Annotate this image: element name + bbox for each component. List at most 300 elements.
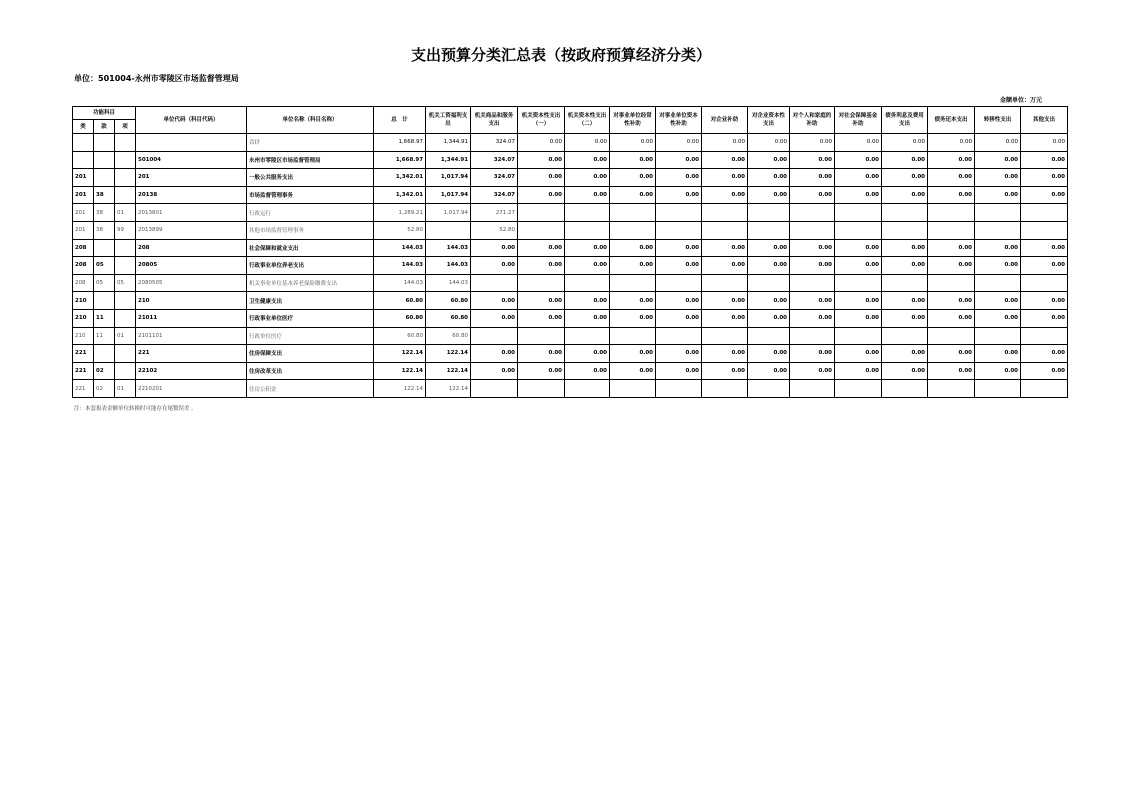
cell-value: 0.00: [702, 309, 748, 327]
cell-value: 0.00: [928, 134, 975, 152]
cell-value: [471, 327, 518, 345]
cell-kuan: 05: [94, 274, 115, 292]
cell-value: 0.00: [656, 362, 702, 380]
cell-value: 0.00: [702, 134, 748, 152]
cell-value: 0.00: [565, 239, 610, 257]
cell-value: 0.00: [748, 362, 790, 380]
cell-value: [790, 204, 835, 222]
cell-value: 1,344.91: [426, 134, 471, 152]
cell-value: 0.00: [928, 292, 975, 310]
cell-code: 201: [136, 169, 247, 187]
cell-value: 0.00: [518, 362, 565, 380]
cell-value: 122.14: [426, 362, 471, 380]
cell-value: [1021, 221, 1068, 239]
cell-value: 0.00: [610, 292, 656, 310]
cell-value: 0.00: [1021, 257, 1068, 275]
cell-value: 0.00: [1021, 309, 1068, 327]
cell-value: [882, 204, 928, 222]
cell-value: 0.00: [835, 169, 882, 187]
cell-xiang: 01: [115, 327, 136, 345]
header-xiang: 项: [115, 120, 136, 134]
cell-value: [790, 221, 835, 239]
cell-value: 0.00: [656, 292, 702, 310]
cell-total: 60.80: [374, 327, 426, 345]
cell-value: 0.00: [656, 186, 702, 204]
cell-value: 0.00: [882, 186, 928, 204]
cell-name: 行政事业单位养老支出: [247, 257, 374, 275]
cell-value: 122.14: [426, 380, 471, 398]
cell-value: 0.00: [565, 309, 610, 327]
cell-kuan: [94, 169, 115, 187]
cell-value: 0.00: [835, 362, 882, 380]
cell-value: 0.00: [882, 169, 928, 187]
cell-xiang: 01: [115, 380, 136, 398]
cell-code: 2210201: [136, 380, 247, 398]
cell-value: 324.07: [471, 186, 518, 204]
cell-value: 0.00: [975, 169, 1021, 187]
header-col: 对社会保障基金补助: [835, 107, 882, 134]
cell-value: 0.00: [835, 134, 882, 152]
table-row: [73, 380, 1068, 398]
cell-xiang: [115, 309, 136, 327]
cell-xiang: 05: [115, 274, 136, 292]
cell-value: [882, 274, 928, 292]
cell-value: 0.00: [518, 345, 565, 363]
cell-name: 其他市场监督管理事务: [247, 221, 374, 239]
cell-value: 0.00: [790, 309, 835, 327]
cell-xiang: [115, 186, 136, 204]
cell-value: 0.00: [790, 257, 835, 275]
cell-xiang: [115, 257, 136, 275]
cell-value: 60.80: [426, 327, 471, 345]
cell-total: 1,342.01: [374, 186, 426, 204]
cell-value: 0.00: [702, 345, 748, 363]
cell-value: 0.00: [975, 362, 1021, 380]
cell-lei: 201: [73, 186, 94, 204]
cell-value: 0.00: [1021, 134, 1068, 152]
cell-value: [565, 327, 610, 345]
cell-total: 144.03: [374, 257, 426, 275]
cell-value: [1021, 327, 1068, 345]
cell-name: 市场监督管理事务: [247, 186, 374, 204]
cell-lei: 201: [73, 221, 94, 239]
table-body: [73, 134, 1068, 398]
header-func-subject: 功能科目: [73, 107, 136, 120]
cell-value: 0.00: [565, 169, 610, 187]
cell-value: 0.00: [656, 257, 702, 275]
cell-value: [1021, 274, 1068, 292]
cell-value: [610, 380, 656, 398]
cell-value: [565, 380, 610, 398]
cell-value: 0.00: [1021, 169, 1068, 187]
cell-value: [928, 327, 975, 345]
money-unit-label: 金额单位：万元: [1000, 97, 1043, 104]
cell-value: 52.80: [471, 221, 518, 239]
cell-value: 271.27: [471, 204, 518, 222]
cell-value: 0.00: [975, 292, 1021, 310]
cell-lei: 221: [73, 380, 94, 398]
table-row: [73, 169, 1068, 187]
cell-value: [518, 274, 565, 292]
header-col: 对企业补助: [702, 107, 748, 134]
cell-value: [748, 380, 790, 398]
cell-lei: 201: [73, 169, 94, 187]
cell-value: 0.00: [610, 134, 656, 152]
cell-value: 0.00: [565, 292, 610, 310]
cell-lei: 210: [73, 327, 94, 345]
cell-value: 0.00: [471, 257, 518, 275]
cell-name: 社会保障和就业支出: [247, 239, 374, 257]
cell-total: 1,668.97: [374, 134, 426, 152]
table-row: [73, 221, 1068, 239]
cell-value: 0.00: [975, 151, 1021, 169]
cell-value: 0.00: [610, 345, 656, 363]
cell-value: [565, 204, 610, 222]
cell-value: 324.07: [471, 169, 518, 187]
cell-value: 0.00: [471, 309, 518, 327]
cell-total: 144.03: [374, 274, 426, 292]
footnote: 注：本套报表金额单位转换时可能存在尾数误差 。: [74, 406, 197, 412]
header-lei: 类: [73, 120, 94, 134]
cell-kuan: 11: [94, 327, 115, 345]
cell-value: 0.00: [610, 151, 656, 169]
cell-value: 0.00: [702, 186, 748, 204]
cell-value: 0.00: [518, 186, 565, 204]
cell-value: [835, 274, 882, 292]
cell-value: 0.00: [610, 169, 656, 187]
cell-value: [748, 204, 790, 222]
cell-value: 0.00: [518, 309, 565, 327]
cell-xiang: [115, 151, 136, 169]
cell-value: 0.00: [928, 186, 975, 204]
cell-value: 0.00: [975, 239, 1021, 257]
cell-total: 52.80: [374, 221, 426, 239]
cell-value: 0.00: [928, 151, 975, 169]
cell-total: 60.80: [374, 292, 426, 310]
cell-value: 0.00: [702, 239, 748, 257]
cell-kuan: [94, 292, 115, 310]
cell-name: 机关事业单位基本养老保险缴费支出: [247, 274, 374, 292]
cell-value: 324.07: [471, 134, 518, 152]
cell-value: 0.00: [518, 257, 565, 275]
cell-lei: 208: [73, 274, 94, 292]
cell-value: 0.00: [790, 362, 835, 380]
cell-value: 0.00: [656, 151, 702, 169]
cell-lei: [73, 151, 94, 169]
cell-value: [975, 380, 1021, 398]
header-col: 其他支出: [1021, 107, 1068, 134]
cell-value: 0.00: [882, 257, 928, 275]
cell-code: 221: [136, 345, 247, 363]
cell-code: 2013899: [136, 221, 247, 239]
cell-value: [702, 327, 748, 345]
cell-lei: 210: [73, 309, 94, 327]
cell-value: 0.00: [748, 186, 790, 204]
cell-value: 0.00: [835, 186, 882, 204]
cell-value: [656, 327, 702, 345]
header-unit-code: 单位代码（科目代码）: [136, 107, 247, 134]
cell-lei: 208: [73, 257, 94, 275]
table-row: [73, 292, 1068, 310]
cell-xiang: 99: [115, 221, 136, 239]
cell-value: [835, 221, 882, 239]
cell-value: 0.00: [790, 292, 835, 310]
cell-value: 0.00: [790, 134, 835, 152]
cell-value: 0.00: [975, 134, 1021, 152]
cell-value: [471, 274, 518, 292]
cell-value: 0.00: [565, 257, 610, 275]
cell-value: [702, 274, 748, 292]
cell-value: [1021, 380, 1068, 398]
cell-value: [471, 380, 518, 398]
cell-value: 0.00: [748, 169, 790, 187]
cell-value: 0.00: [975, 186, 1021, 204]
cell-value: 0.00: [1021, 186, 1068, 204]
header-unit-name: 单位名称（科目名称）: [247, 107, 374, 134]
cell-value: [656, 221, 702, 239]
cell-value: [790, 274, 835, 292]
cell-value: 0.00: [471, 292, 518, 310]
table-row: [73, 239, 1068, 257]
cell-value: [928, 221, 975, 239]
cell-value: 0.00: [882, 292, 928, 310]
cell-kuan: 38: [94, 186, 115, 204]
header-col: 机关资本性支出（一）: [518, 107, 565, 134]
cell-kuan: 02: [94, 362, 115, 380]
cell-value: [610, 327, 656, 345]
cell-value: [518, 204, 565, 222]
cell-value: 0.00: [565, 186, 610, 204]
cell-value: 0.00: [882, 362, 928, 380]
table-row: [73, 362, 1068, 380]
cell-lei: [73, 134, 94, 152]
cell-value: 0.00: [835, 309, 882, 327]
cell-kuan: [94, 345, 115, 363]
cell-value: 0.00: [656, 345, 702, 363]
cell-xiang: 01: [115, 204, 136, 222]
cell-value: 0.00: [565, 151, 610, 169]
cell-value: [518, 327, 565, 345]
table-row: [73, 186, 1068, 204]
cell-code: 2013801: [136, 204, 247, 222]
cell-value: 1,017.94: [426, 204, 471, 222]
cell-value: [748, 221, 790, 239]
cell-code: 501004: [136, 151, 247, 169]
cell-value: [1021, 204, 1068, 222]
cell-value: 0.00: [928, 169, 975, 187]
cell-value: [702, 380, 748, 398]
header-total: 总 计: [374, 107, 426, 134]
cell-value: 0.00: [835, 151, 882, 169]
cell-value: 0.00: [518, 292, 565, 310]
cell-value: [835, 327, 882, 345]
cell-code: 20138: [136, 186, 247, 204]
cell-value: 0.00: [610, 239, 656, 257]
cell-value: 0.00: [610, 362, 656, 380]
header-kuan: 款: [94, 120, 115, 134]
cell-value: [882, 221, 928, 239]
cell-total: 1,342.01: [374, 169, 426, 187]
cell-kuan: 11: [94, 309, 115, 327]
cell-value: [702, 204, 748, 222]
cell-value: [565, 221, 610, 239]
cell-value: 0.00: [610, 309, 656, 327]
cell-name: 合计: [247, 134, 374, 152]
cell-value: 0.00: [928, 345, 975, 363]
page-title: 支出预算分类汇总表（按政府预算经济分类）: [410, 46, 711, 64]
table-row: [73, 134, 1068, 152]
header-col: 机关工资福利支出: [426, 107, 471, 134]
cell-value: 0.00: [975, 257, 1021, 275]
cell-total: 144.03: [374, 239, 426, 257]
cell-xiang: [115, 345, 136, 363]
cell-value: [518, 221, 565, 239]
cell-value: 0.00: [702, 362, 748, 380]
cell-code: 22102: [136, 362, 247, 380]
cell-lei: 210: [73, 292, 94, 310]
cell-value: 122.14: [426, 345, 471, 363]
cell-value: 0.00: [518, 134, 565, 152]
cell-value: 0.00: [748, 134, 790, 152]
cell-value: 0.00: [928, 309, 975, 327]
cell-value: 0.00: [748, 345, 790, 363]
cell-lei: 201: [73, 204, 94, 222]
cell-value: 0.00: [610, 257, 656, 275]
cell-lei: 221: [73, 345, 94, 363]
cell-kuan: 38: [94, 221, 115, 239]
cell-value: 0.00: [565, 362, 610, 380]
cell-value: [928, 204, 975, 222]
cell-value: [610, 274, 656, 292]
cell-value: [882, 380, 928, 398]
cell-kuan: [94, 239, 115, 257]
cell-value: [656, 380, 702, 398]
header-col: 债务还本支出: [928, 107, 975, 134]
header-col: 对事业单位资本性补助: [656, 107, 702, 134]
cell-value: 0.00: [748, 309, 790, 327]
cell-value: 0.00: [1021, 345, 1068, 363]
table-row: [73, 345, 1068, 363]
cell-value: 0.00: [790, 169, 835, 187]
cell-xiang: [115, 134, 136, 152]
header-col: 机关资本性支出（二）: [565, 107, 610, 134]
cell-value: 0.00: [702, 169, 748, 187]
cell-value: [975, 327, 1021, 345]
cell-value: 0.00: [565, 345, 610, 363]
cell-value: 0.00: [882, 345, 928, 363]
cell-value: [565, 274, 610, 292]
cell-value: [610, 221, 656, 239]
cell-value: 324.07: [471, 151, 518, 169]
cell-value: [882, 327, 928, 345]
cell-name: 住房改革支出: [247, 362, 374, 380]
cell-value: 0.00: [790, 186, 835, 204]
cell-name: 住房保障支出: [247, 345, 374, 363]
cell-value: [835, 204, 882, 222]
cell-total: 122.14: [374, 380, 426, 398]
cell-value: 0.00: [518, 169, 565, 187]
cell-lei: 208: [73, 239, 94, 257]
cell-value: [928, 274, 975, 292]
cell-value: 0.00: [790, 345, 835, 363]
cell-value: 1,017.94: [426, 186, 471, 204]
cell-value: 0.00: [1021, 151, 1068, 169]
cell-value: [928, 380, 975, 398]
header-col: 机关商品和服务支出: [471, 107, 518, 134]
cell-value: 0.00: [702, 151, 748, 169]
cell-name: 行政事业单位医疗: [247, 309, 374, 327]
cell-value: 0.00: [790, 239, 835, 257]
cell-kuan: 05: [94, 257, 115, 275]
header-col: 对企业资本性支出: [748, 107, 790, 134]
cell-code: 2101101: [136, 327, 247, 345]
cell-value: 0.00: [790, 151, 835, 169]
cell-value: 0.00: [835, 345, 882, 363]
cell-value: 0.00: [656, 309, 702, 327]
cell-kuan: [94, 134, 115, 152]
cell-xiang: [115, 362, 136, 380]
cell-kuan: [94, 151, 115, 169]
header-col: 债务利息及费用支出: [882, 107, 928, 134]
cell-value: 0.00: [748, 292, 790, 310]
cell-code: 21011: [136, 309, 247, 327]
cell-value: 0.00: [471, 345, 518, 363]
cell-value: 1,344.91: [426, 151, 471, 169]
cell-value: 0.00: [882, 151, 928, 169]
cell-total: 60.80: [374, 309, 426, 327]
cell-value: 0.00: [975, 345, 1021, 363]
cell-kuan: 02: [94, 380, 115, 398]
cell-name: 住房公积金: [247, 380, 374, 398]
cell-value: 0.00: [748, 151, 790, 169]
cell-total: 122.14: [374, 362, 426, 380]
cell-value: [702, 221, 748, 239]
cell-value: 60.80: [426, 292, 471, 310]
cell-value: [748, 274, 790, 292]
cell-value: [975, 204, 1021, 222]
cell-value: 0.00: [471, 362, 518, 380]
cell-code: 20805: [136, 257, 247, 275]
budget-table: [72, 106, 1068, 398]
cell-value: 0.00: [702, 292, 748, 310]
cell-kuan: 38: [94, 204, 115, 222]
cell-value: 0.00: [656, 134, 702, 152]
cell-value: 144.03: [426, 274, 471, 292]
cell-value: 0.00: [518, 151, 565, 169]
cell-name: 一般公共服务支出: [247, 169, 374, 187]
cell-code: [136, 134, 247, 152]
cell-value: [835, 380, 882, 398]
cell-name: 永州市零陵区市场监督管理局: [247, 151, 374, 169]
table-row: [73, 309, 1068, 327]
cell-name: 行政运行: [247, 204, 374, 222]
cell-value: 1,017.94: [426, 169, 471, 187]
cell-value: 0.00: [471, 239, 518, 257]
cell-value: 0.00: [610, 186, 656, 204]
cell-value: 0.00: [1021, 362, 1068, 380]
unit-label: 单位：501004-永州市零陵区市场监督管理局: [74, 74, 239, 83]
table-row: [73, 151, 1068, 169]
cell-value: 0.00: [835, 239, 882, 257]
cell-value: 0.00: [835, 292, 882, 310]
cell-total: 1,289.21: [374, 204, 426, 222]
cell-name: 卫生健康支出: [247, 292, 374, 310]
cell-value: 144.03: [426, 257, 471, 275]
cell-xiang: [115, 292, 136, 310]
cell-value: [426, 221, 471, 239]
cell-value: 0.00: [975, 309, 1021, 327]
cell-value: 0.00: [835, 257, 882, 275]
